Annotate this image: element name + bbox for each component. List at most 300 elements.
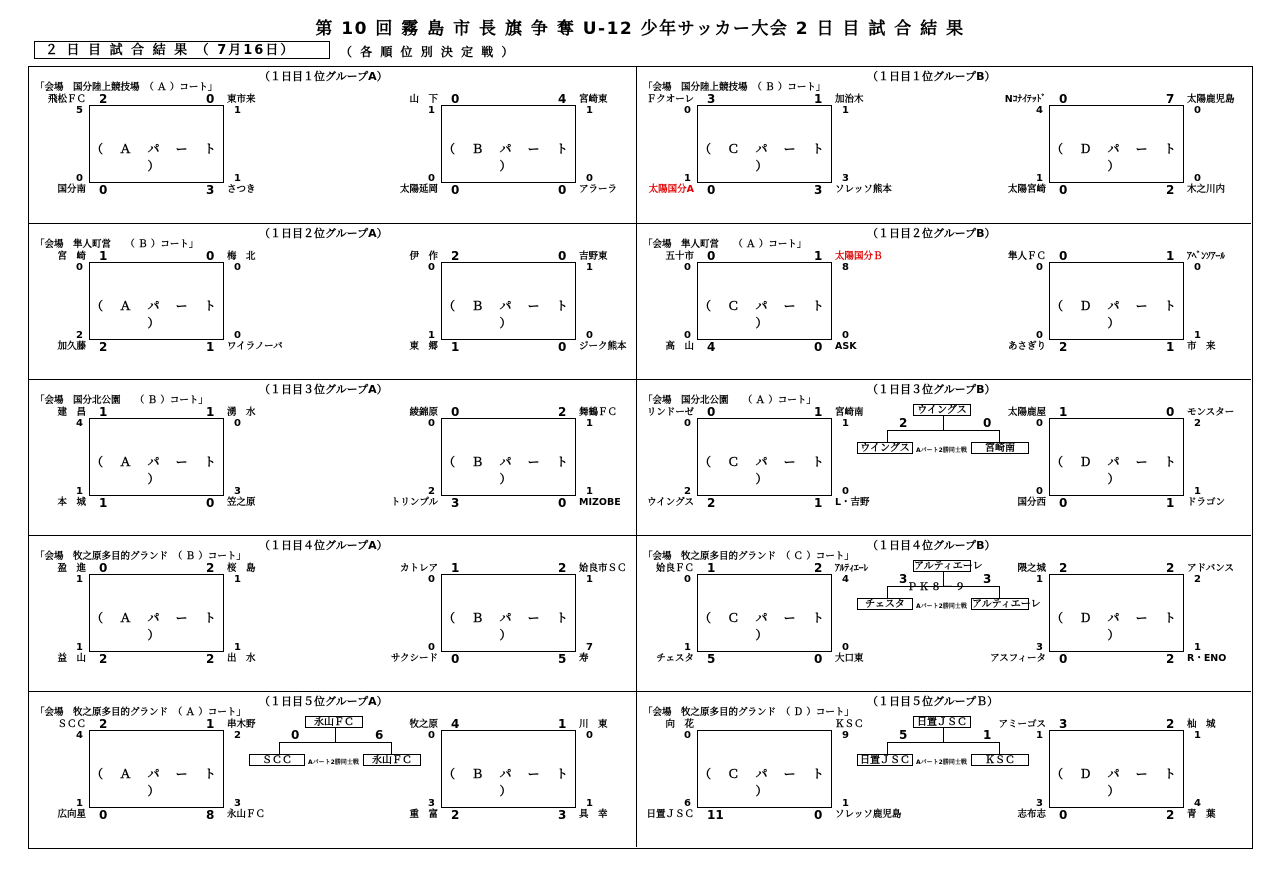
team-name: ＳＣＣ [57,719,86,730]
part-label: （ Ｃ パ ー ト ） [699,611,830,642]
team-name: トリンプル [390,497,438,508]
side-score: 0 [234,418,241,429]
team-name: 国分西 [1017,497,1046,508]
team-name: 姶良市ＳＣ [579,563,627,574]
match-score: 0 [558,249,567,263]
team-name: 太陽鹿児島 [1187,94,1235,105]
side-score: 3 [234,798,241,809]
result-section [29,67,636,223]
match-score: 2 [451,808,460,822]
side-score: 1 [428,105,435,116]
side-score: 9 [842,730,849,741]
match-score: 1 [814,405,823,419]
team-name: あさぎり [1007,341,1046,352]
team-name: 出 水 [227,653,256,664]
bracket-team: ＫＳＣ [971,754,1029,766]
team-name: 具 幸 [579,809,608,820]
section-title: （１日目５位グループＢ） [867,695,999,708]
side-score: 0 [428,730,435,741]
match-score: 0 [206,496,215,510]
bracket-score: 5 [899,728,908,742]
side-score: 2 [76,330,83,341]
bracket-line [887,742,999,743]
team-name: Nｺﾅｲﾃｯﾄﾞ [1004,94,1046,105]
match-score: 11 [707,808,724,822]
team-name: 飛松ＦＣ [47,94,86,105]
side-score: 1 [842,418,849,429]
team-name: 日置ＪＳＣ [646,809,694,820]
team-name: 五十市 [665,251,694,262]
result-box [697,574,832,652]
side-score: 1 [1194,330,1201,341]
side-score: 1 [586,262,593,273]
side-score: 1 [234,642,241,653]
match-score: 8 [206,808,215,822]
part-label: （ Ｄ パ ー ト ） [1051,142,1182,173]
bracket-line [943,416,944,430]
bracket-pk: ＰＫ８－９ [907,582,967,593]
side-score: 0 [76,173,83,184]
team-name: 重 富 [409,809,438,820]
team-name: リンドーゼ [646,407,694,418]
team-name: 笠之原 [227,497,256,508]
side-score: 0 [842,642,849,653]
team-name: 姶良ＦＣ [655,563,694,574]
match-score: 1 [814,249,823,263]
side-score: 0 [1036,486,1043,497]
match-score: 0 [1059,92,1068,106]
bracket-line [391,742,392,754]
bracket-note: Aパート2勝同士戦 [308,759,359,766]
part-label: （ Ｃ パ ー ト ） [699,299,830,330]
bracket-team: 日置ＪＳＣ [857,754,913,766]
match-score: 0 [1059,808,1068,822]
side-score: 1 [586,486,593,497]
match-score: 3 [1059,717,1068,731]
team-name: 寿 [579,653,589,664]
side-score: 1 [684,173,691,184]
match-score: 0 [451,652,460,666]
result-section [636,223,1251,379]
match-score: 1 [99,249,108,263]
bracket-team: 永山ＦＣ [363,754,421,766]
team-name: ソレッソ熊本 [835,184,892,195]
side-score: 0 [586,330,593,341]
match-score: 2 [206,652,215,666]
team-name: ｱﾍﾞﾝｿｱｰﾙ [1187,251,1226,262]
bracket-line [279,742,280,754]
side-score: 1 [76,798,83,809]
side-score: 0 [684,418,691,429]
team-name: 宮 崎 [57,251,86,262]
result-box [1049,730,1184,808]
team-name: 梅 北 [227,251,256,262]
match-score: 0 [707,405,716,419]
match-score: 1 [707,561,716,575]
match-score: 2 [558,561,567,575]
bracket-line [999,586,1000,598]
side-score: 0 [1194,105,1201,116]
result-box [697,730,832,808]
bracket-team: アルティエーレ [972,599,1041,610]
side-score: 1 [234,574,241,585]
team-name: ＫＳＣ [835,719,864,730]
part-label: （ Ｃ パ ー ト ） [699,767,830,798]
match-score: 1 [558,717,567,731]
team-name: 湧 水 [227,407,256,418]
bracket-line [999,742,1000,754]
team-name: ジーク熊本 [579,341,627,352]
match-score: 1 [206,340,215,354]
result-section [29,535,636,691]
bracket-score: 6 [375,728,384,742]
side-score: 0 [1036,262,1043,273]
side-score: 0 [684,730,691,741]
match-score: 7 [1166,92,1175,106]
bracket-line [887,742,888,754]
result-section [29,223,636,379]
team-name: 串木野 [227,719,256,730]
match-score: 1 [814,496,823,510]
side-score: 0 [842,330,849,341]
team-name: 永山ＦＣ [227,809,266,820]
match-score: 3 [707,92,716,106]
result-box [441,262,576,340]
match-score: 1 [1166,249,1175,263]
venue-label: 「会場 国分北公園 （ Ｂ ）コート」 [35,395,208,406]
match-score: 1 [99,405,108,419]
side-score: 1 [1194,730,1201,741]
team-name: 益 山 [57,653,86,664]
venue-label: 「会場 隼人町営 （ Ａ ）コート」 [643,239,807,250]
team-name: 広向星 [57,809,86,820]
match-score: 2 [558,405,567,419]
bracket-score: 1 [983,728,992,742]
result-box [89,262,224,340]
team-name: ワイラノーバ [227,341,283,352]
part-label: （ Ｃ パ ー ト ） [699,455,830,486]
match-score: 1 [206,405,215,419]
match-score: 4 [451,717,460,731]
match-score: 2 [1059,340,1068,354]
side-score: 2 [428,486,435,497]
team-name: 川 東 [579,719,608,730]
team-name: 吉野東 [579,251,608,262]
part-label: （ Ｂ パ ー ト ） [443,142,574,173]
team-name: アミーゴス [998,719,1046,730]
section-title: （１日目３位グループA） [259,383,388,396]
side-score: 0 [586,730,593,741]
bracket-score: 2 [899,416,908,430]
side-score: 0 [428,173,435,184]
team-name: 国分南 [57,184,86,195]
bracket-team: ウイングス [857,442,913,454]
bracket-note: Aパート2勝同士戦 [916,603,967,610]
side-score: 1 [1036,730,1043,741]
bracket-note: Aパート2勝同士戦 [916,447,967,454]
bracket-line [943,728,944,742]
team-name: ｱﾙﾃｨｴｰﾚ [835,563,869,574]
side-score: 0 [842,486,849,497]
match-score: 2 [1166,652,1175,666]
team-name: R・ENO [1187,653,1227,664]
side-score: 0 [234,330,241,341]
result-section [636,67,1251,223]
section-title: （１日目５位グループA） [259,695,388,708]
match-score: 1 [451,340,460,354]
match-score: 2 [451,249,460,263]
side-score: 3 [428,798,435,809]
part-label: （ Ａ パ ー ト ） [91,299,222,330]
team-name: 綾錦原 [409,407,438,418]
results-sheet [28,66,1253,849]
team-name: サクシード [390,653,438,664]
bracket-score: 0 [291,728,300,742]
match-score: 0 [814,340,823,354]
result-box [1049,262,1184,340]
section-title: （１日目３位グループB） [867,383,996,396]
side-score: 0 [428,574,435,585]
result-box [697,105,832,183]
part-label: （ Ｃ パ ー ト ） [699,142,830,173]
part-label: （ Ｂ パ ー ト ） [443,455,574,486]
bracket-winner: アルティエーレ [914,561,983,572]
match-score: 1 [99,496,108,510]
match-score: 0 [814,808,823,822]
bracket-team: チェスタ [857,598,913,610]
bracket-line [887,430,999,431]
part-label: （ Ａ パ ー ト ） [91,767,222,798]
bracket-team: ＳＣＣ [249,754,305,766]
result-box [697,262,832,340]
match-score: 0 [1059,652,1068,666]
match-score: 2 [1166,717,1175,731]
match-score: 0 [1059,249,1068,263]
side-score: 0 [1194,173,1201,184]
team-name: 杣 城 [1187,719,1216,730]
side-score: 1 [234,173,241,184]
match-score: 1 [1166,496,1175,510]
side-score: 0 [428,418,435,429]
match-score: 0 [451,405,460,419]
venue-label: 「会場 牧之原多目的グランド （ Ｃ ）コート」 [643,551,854,562]
venue-label: 「会場 国分北公園 （ Ａ ）コート」 [643,395,816,406]
side-score: 4 [76,418,83,429]
match-score: 0 [451,92,460,106]
match-score: 0 [558,340,567,354]
result-box [89,418,224,496]
match-score: 3 [206,183,215,197]
team-name: ソレッソ鹿児島 [835,809,902,820]
bracket-winner: 日置ＪＳＣ [913,716,971,728]
side-score: 6 [684,798,691,809]
result-section [29,691,636,847]
team-name: チェスタ [656,653,694,664]
side-score: 0 [1194,262,1201,273]
part-label: （ Ｂ パ ー ト ） [443,767,574,798]
match-score: 0 [99,183,108,197]
match-score: 1 [814,92,823,106]
match-score: 3 [558,808,567,822]
venue-label: 「会場 国分陸上競技場 （ Ａ ）コート」 [35,82,218,93]
bracket-line [279,742,391,743]
part-label: （ Ａ パ ー ト ） [91,455,222,486]
match-score: 2 [1059,561,1068,575]
side-score: 1 [1036,173,1043,184]
match-score: 1 [1166,340,1175,354]
side-score: 4 [842,574,849,585]
bracket-score: 0 [983,416,992,430]
team-name: 山 下 [409,94,438,105]
result-box [89,730,224,808]
team-name: MIZOBE [579,497,621,508]
team-name: アラーラ [579,184,618,195]
venue-label: 「会場 隼人町営 （ Ｂ ）コート」 [35,239,199,250]
result-section [636,379,1251,535]
match-score: 2 [99,92,108,106]
part-label: （ Ｄ パ ー ト ） [1051,455,1182,486]
team-name: 牧之原 [409,719,438,730]
team-name: ウイングス [647,497,694,508]
side-score: 1 [684,642,691,653]
section-title: （１日目４位グループA） [259,539,388,552]
team-name: 高 山 [665,341,694,352]
match-score: 2 [1166,561,1175,575]
side-score: 0 [428,642,435,653]
result-box [441,105,576,183]
side-score: 5 [76,105,83,116]
match-score: 0 [707,249,716,263]
part-label: （ Ｂ パ ー ト ） [443,299,574,330]
match-score: 0 [451,183,460,197]
match-score: 1 [451,561,460,575]
section-title: （１日目１位グループB） [867,70,996,83]
section-title: （１日目１位グループA） [259,70,388,83]
team-name: モンスター [1187,407,1235,418]
side-score: 1 [586,574,593,585]
side-score: 1 [76,574,83,585]
result-box [1049,105,1184,183]
part-label: （ Ｂ パ ー ト ） [443,611,574,642]
side-score: 0 [684,262,691,273]
match-score: 0 [1166,405,1175,419]
team-name: 大口東 [835,653,864,664]
match-score: 0 [1059,496,1068,510]
side-score: 8 [842,262,849,273]
side-score: 2 [234,730,241,741]
result-box [1049,574,1184,652]
match-score: 3 [451,496,460,510]
side-score: 4 [76,730,83,741]
bracket-note: Aパート2勝同士戦 [916,759,967,766]
team-name: 東市来 [227,94,256,105]
match-score: 4 [707,340,716,354]
side-score: 1 [1036,574,1043,585]
side-score: 3 [1036,642,1043,653]
team-name: 向 花 [665,719,694,730]
side-score: 1 [586,798,593,809]
side-score: 1 [842,105,849,116]
team-name: 本 城 [57,497,86,508]
match-score: 2 [707,496,716,510]
match-score: 0 [206,249,215,263]
match-score: 0 [707,183,716,197]
team-name: 東 郷 [409,341,438,352]
team-name: 青 葉 [1187,809,1216,820]
section-title: （１日目２位グループA） [259,227,388,240]
side-score: 1 [76,486,83,497]
match-score: 0 [99,561,108,575]
result-box [89,105,224,183]
match-score: 0 [558,496,567,510]
result-box [697,418,832,496]
team-name: アドバンス [1187,563,1235,574]
team-name: 太陽宮崎 [1007,184,1046,195]
match-score: 2 [99,717,108,731]
team-name: Ｆクオーレ [646,94,694,105]
team-name: 宮崎東 [579,94,608,105]
result-box [1049,418,1184,496]
match-score: 0 [206,92,215,106]
match-score: 2 [206,561,215,575]
match-score: 1 [1059,405,1068,419]
match-score: 2 [99,652,108,666]
side-score: 0 [76,262,83,273]
venue-label: 「会場 牧之原多目的グランド （ Ｂ ）コート」 [35,551,246,562]
team-name: 木之川内 [1187,184,1226,195]
venue-label: 「会場 牧之原多目的グランド （ Ｄ ）コート」 [643,707,854,718]
part-label: （ Ｄ パ ー ト ） [1051,611,1182,642]
side-score: 1 [234,105,241,116]
match-score: 0 [814,652,823,666]
bracket-line [999,430,1000,442]
side-score: 4 [1194,798,1201,809]
venue-label: 「会場 国分陸上競技場 （ Ｂ ）コート」 [643,82,826,93]
side-score: 0 [234,262,241,273]
team-name: ASK [835,341,857,352]
team-name: 桜 島 [227,563,256,574]
section-title: （１日目４位グループB） [867,539,996,552]
part-label: （ Ｄ パ ー ト ） [1051,299,1182,330]
team-name: 隼人ＦＣ [1007,251,1046,262]
side-score: 1 [842,798,849,809]
bracket-score: 3 [983,572,992,586]
side-score: 2 [684,486,691,497]
side-score: 0 [428,262,435,273]
team-name: 志布志 [1017,809,1046,820]
venue-label: 「会場 牧之原多目的グランド （ Ａ ）コート」 [35,707,246,718]
page-title: 第 10 回 霧 島 市 長 旗 争 奪 U-12 少年サッカー大会 2 日 目 試 合 結 果 [315,19,965,39]
team-name: 宮崎南 [835,407,864,418]
side-score: 4 [1036,105,1043,116]
side-score: 1 [1194,486,1201,497]
team-name: 太陽鹿屋 [1007,407,1046,418]
side-score: 3 [842,173,849,184]
side-score: 7 [586,642,593,653]
match-score: 3 [814,183,823,197]
subtitle-box: ２ 日 目 試 合 結 果 （ 7月16日） [34,41,330,59]
side-score: 1 [76,642,83,653]
team-name: 市 来 [1187,341,1216,352]
side-score: 1 [586,418,593,429]
team-name: 隈之城 [1017,563,1046,574]
match-score: 0 [99,808,108,822]
team-name: 太陽国分A [648,184,694,195]
team-name: 伊 作 [409,251,438,262]
match-score: 2 [814,561,823,575]
match-score: 1 [206,717,215,731]
match-score: 0 [558,183,567,197]
